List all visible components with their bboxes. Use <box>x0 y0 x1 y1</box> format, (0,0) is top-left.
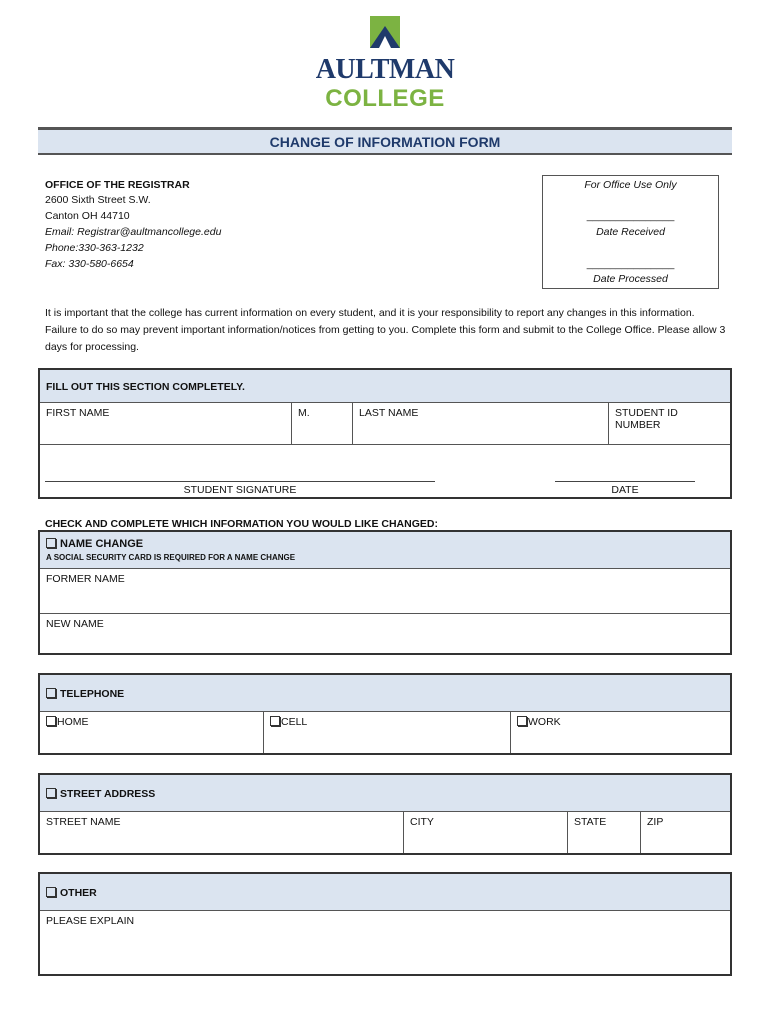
zip-field[interactable] <box>641 812 730 853</box>
student-info-heading: FILL OUT THIS SECTION COMPLETELY. <box>40 370 730 403</box>
home-phone-label: HOME <box>57 716 89 728</box>
cell-phone-checkbox[interactable] <box>270 716 280 726</box>
registrar-fax: Fax: 330-580-6654 <box>45 258 134 270</box>
telephone-header <box>40 675 730 712</box>
name-change-section <box>38 530 732 655</box>
street-name-field[interactable] <box>40 812 404 853</box>
former-name-field[interactable] <box>40 569 730 613</box>
work-phone-checkbox[interactable] <box>517 716 527 726</box>
address-header <box>40 775 730 812</box>
work-phone-field[interactable] <box>511 712 730 753</box>
state-label: STATE <box>574 816 607 828</box>
student-info-section <box>38 368 732 499</box>
last-name-label: LAST NAME <box>359 407 419 419</box>
logo-emblem-icon <box>370 16 400 48</box>
middle-initial-field[interactable] <box>292 403 352 445</box>
address-section <box>38 773 732 855</box>
registrar-phone: Phone:330-363-1232 <box>45 242 144 254</box>
intro-paragraph: It is important that the college has current information on every student, and it is your responsibility to report any changes in this information. Failure to do so may prevent important information/notices from getting to you. Complete this form and submit to the College Office. Please allow 3 days for processing. <box>45 307 726 353</box>
name-change-note: A SOCIAL SECURITY CARD IS REQUIRED FOR A NAME CHANGE <box>46 553 296 562</box>
office-use-box <box>542 175 719 289</box>
other-header <box>40 874 730 911</box>
signature-line[interactable] <box>45 481 435 482</box>
check-instruction: CHECK AND COMPLETE WHICH INFORMATION YOU WOULD LIKE CHANGED: <box>45 518 438 530</box>
office-use-heading: For Office Use Only <box>584 179 677 191</box>
name-change-heading: NAME CHANGE <box>60 538 144 550</box>
college-logo <box>0 10 770 110</box>
address-heading: STREET ADDRESS <box>60 788 156 800</box>
name-change-heading-row <box>46 538 730 550</box>
cell-phone-label: CELL <box>281 716 308 728</box>
date-processed-label: Date Processed <box>593 273 668 285</box>
first-name-label: FIRST NAME <box>46 407 110 419</box>
logo-text-aultman: AULTMAN <box>315 54 455 85</box>
zip-label: ZIP <box>647 816 664 828</box>
address-checkbox[interactable] <box>46 788 56 798</box>
date-received-label: Date Received <box>596 226 665 238</box>
city-label: CITY <box>410 816 434 828</box>
explain-field[interactable] <box>40 911 730 974</box>
state-field[interactable] <box>568 812 641 853</box>
street-name-label: STREET NAME <box>46 816 121 828</box>
former-name-label: FORMER NAME <box>46 573 125 585</box>
explain-label: PLEASE EXPLAIN <box>46 915 135 927</box>
divider <box>40 444 730 445</box>
new-name-field[interactable] <box>40 614 730 653</box>
registrar-address-line2: Canton OH 44710 <box>45 210 130 222</box>
new-name-label: NEW NAME <box>46 618 104 630</box>
home-phone-checkbox[interactable] <box>46 716 56 726</box>
name-change-header <box>40 532 730 569</box>
first-name-field[interactable] <box>40 403 292 445</box>
name-change-checkbox[interactable] <box>46 538 56 548</box>
telephone-checkbox[interactable] <box>46 688 56 698</box>
other-checkbox[interactable] <box>46 887 56 897</box>
registrar-address-line1: 2600 Sixth Street S.W. <box>45 194 151 206</box>
city-field[interactable] <box>404 812 568 853</box>
other-heading: OTHER <box>60 887 97 899</box>
telephone-section <box>38 673 732 755</box>
logo-text-college: COLLEGE <box>325 85 445 112</box>
date-received-blank: _______________ <box>586 210 675 222</box>
other-section <box>38 872 732 976</box>
registrar-email: Email: Registrar@aultmancollege.edu <box>45 226 222 238</box>
home-phone-field[interactable] <box>40 712 264 753</box>
last-name-field[interactable] <box>353 403 608 445</box>
cell-phone-field[interactable] <box>264 712 511 753</box>
signature-label: STUDENT SIGNATURE <box>183 484 297 496</box>
form-title: CHANGE OF INFORMATION FORM <box>38 127 732 155</box>
date-label: DATE <box>611 484 639 496</box>
work-phone-label: WORK <box>528 716 561 728</box>
date-processed-blank: _______________ <box>586 258 675 270</box>
middle-initial-label: M. <box>298 407 310 419</box>
student-id-field[interactable] <box>609 403 731 445</box>
student-id-label: STUDENT ID NUMBER <box>615 407 678 431</box>
registrar-heading: OFFICE OF THE REGISTRAR <box>45 179 190 191</box>
telephone-heading: TELEPHONE <box>60 688 125 700</box>
date-line[interactable] <box>555 481 695 482</box>
